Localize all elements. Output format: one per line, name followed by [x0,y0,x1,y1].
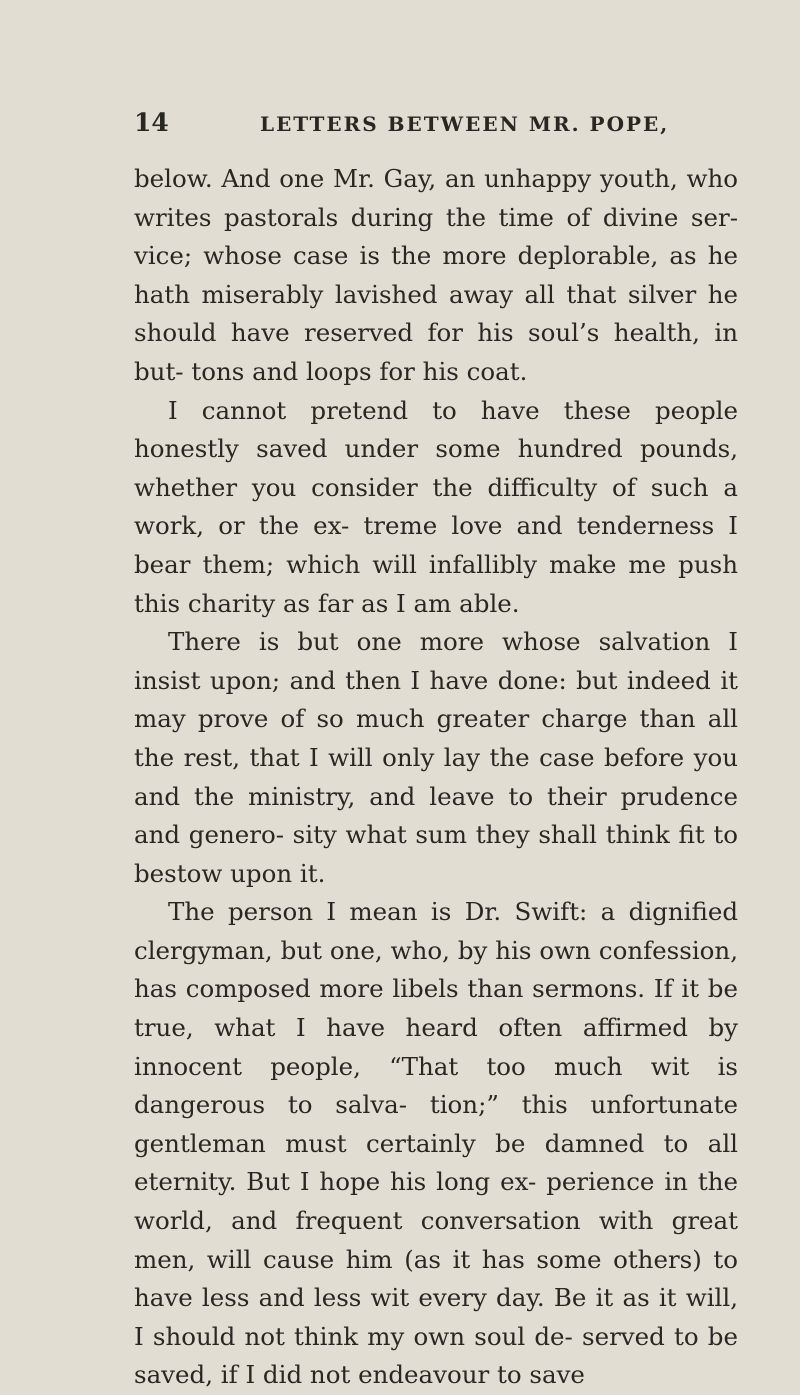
page-header [134,108,694,144]
running-head: LETTERS BETWEEN MR. POPE, [260,112,670,136]
paragraph-1: below. And one Mr. Gay, an unhappy youth, who writes pastorals during the time of divine ser- vice; whose case is the more deplorable, as he hath miserably lavished away all that silver he should have reserved for his soul’s health, in but- tons and loops for his coat. [134,164,738,386]
paragraph-3: There is but one more whose salvation I insist upon; and then I have done: but indeed it may prove of so much greater charge than all the rest, that I will only lay the case before you and the ministry, and leave to their prudence and genero- sity what sum they shall think fit to bestow upon it. [134,627,738,888]
paragraph-2: I cannot pretend to have these people honestly saved under some hundred pounds, whether you consider the difficulty of such a work, or the ex- treme love and tenderness I bear them; which will infallibly make me push this charity as far as I am able. [134,395,738,618]
page-number: 14 [134,108,169,137]
paragraph-4: The person I mean is Dr. Swift: a dignified clergyman, but one, who, by his own confession, has composed more libels than sermons. If it be true, what I have heard often affirmed by innocent people, “That too much wit is dangerous to salva- tion;” this unfortunate gentleman must certainly be damned to all eternity. But I hope his long ex- perience in the world, and frequent conversation with great men, will cause him (as it has some others) to have less and less wit every day. Be it as it will, I should not think my own soul de- served to be saved, if I did not endeavour to save [134,897,738,1390]
body-text [134,160,738,1395]
